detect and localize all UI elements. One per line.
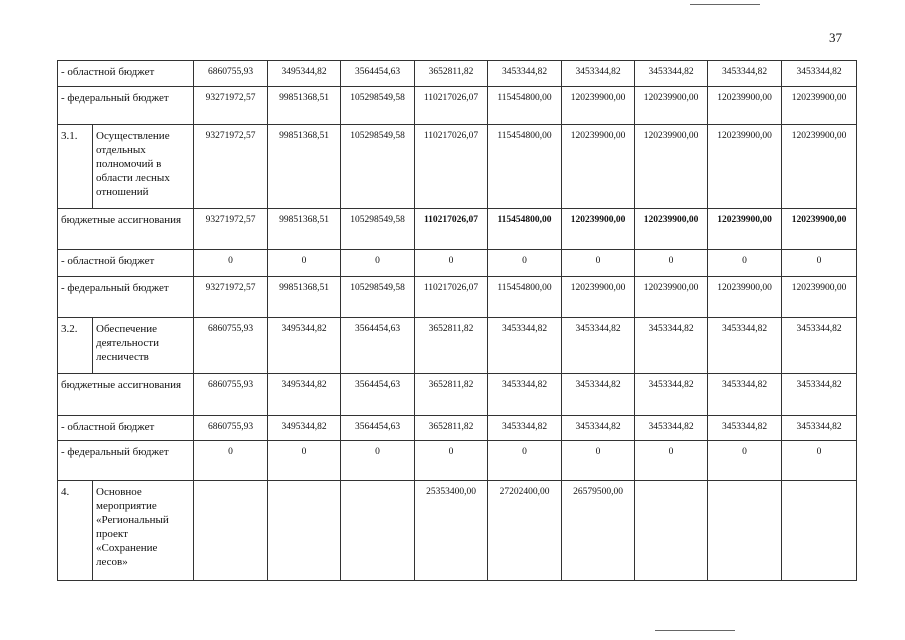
- value-cell: 120239900,00: [562, 277, 635, 318]
- value-cell: 0: [268, 441, 341, 481]
- value-cell: 120239900,00: [562, 87, 635, 125]
- value-cell: 0: [268, 250, 341, 277]
- row-number: 4.: [58, 481, 93, 581]
- value-cell: 3453344,82: [488, 416, 562, 441]
- row-label: - областной бюджет: [58, 61, 194, 87]
- value-cell: 6860755,93: [194, 61, 268, 87]
- value-cell: 26579500,00: [562, 481, 635, 581]
- row-label: Осуществление отдельных полномочий в области лесных отношений: [93, 125, 194, 209]
- value-cell: [341, 481, 415, 581]
- value-cell: 3453344,82: [488, 318, 562, 374]
- value-cell: 3652811,82: [415, 374, 488, 416]
- value-cell: 105298549,58: [341, 87, 415, 125]
- value-cell: 115454800,00: [488, 277, 562, 318]
- value-cell: 25353400,00: [415, 481, 488, 581]
- value-cell: 3453344,82: [488, 374, 562, 416]
- value-cell: 3564454,63: [341, 61, 415, 87]
- value-cell: 3453344,82: [635, 416, 708, 441]
- table-row: [58, 125, 857, 209]
- value-cell: 0: [341, 441, 415, 481]
- value-cell: 110217026,07: [415, 87, 488, 125]
- value-cell: 6860755,93: [194, 318, 268, 374]
- value-cell: 0: [488, 441, 562, 481]
- value-cell: 3564454,63: [341, 416, 415, 441]
- row-label: - областной бюджет: [58, 250, 194, 277]
- value-cell: 120239900,00: [782, 87, 857, 125]
- value-cell: 105298549,58: [341, 209, 415, 250]
- table-row: [58, 250, 857, 277]
- value-cell: 3495344,82: [268, 61, 341, 87]
- value-cell: 0: [194, 441, 268, 481]
- value-cell: [782, 481, 857, 581]
- value-cell: 0: [782, 441, 857, 481]
- value-cell: 3652811,82: [415, 416, 488, 441]
- value-cell: 3453344,82: [708, 318, 782, 374]
- row-label: - федеральный бюджет: [58, 87, 194, 125]
- value-cell: 3453344,82: [562, 374, 635, 416]
- value-cell: 115454800,00: [488, 87, 562, 125]
- value-cell: 120239900,00: [708, 277, 782, 318]
- table-row: [58, 277, 857, 318]
- value-cell: 0: [635, 441, 708, 481]
- table-row: [58, 87, 857, 125]
- value-cell: 120239900,00: [635, 125, 708, 209]
- row-label: бюджетные ассигнования: [58, 209, 194, 250]
- value-cell: 120239900,00: [635, 209, 708, 250]
- value-cell: 105298549,58: [341, 125, 415, 209]
- table-row: [58, 416, 857, 441]
- table-row: [58, 481, 857, 581]
- table-row: [58, 209, 857, 250]
- value-cell: 3495344,82: [268, 318, 341, 374]
- value-cell: 93271972,57: [194, 277, 268, 318]
- value-cell: 0: [415, 250, 488, 277]
- value-cell: 6860755,93: [194, 374, 268, 416]
- table-row: [58, 441, 857, 481]
- budget-table: [57, 60, 857, 581]
- value-cell: 115454800,00: [488, 209, 562, 250]
- row-label: бюджетные ассигнования: [58, 374, 194, 416]
- value-cell: 3564454,63: [341, 318, 415, 374]
- value-cell: [635, 481, 708, 581]
- value-cell: 99851368,51: [268, 125, 341, 209]
- value-cell: 3564454,63: [341, 374, 415, 416]
- value-cell: 120239900,00: [782, 125, 857, 209]
- table-row: [58, 374, 857, 416]
- row-number: 3.2.: [58, 318, 93, 374]
- value-cell: 3453344,82: [562, 416, 635, 441]
- value-cell: 110217026,07: [415, 209, 488, 250]
- value-cell: 93271972,57: [194, 87, 268, 125]
- value-cell: 0: [782, 250, 857, 277]
- value-cell: 3453344,82: [782, 416, 857, 441]
- row-label: - федеральный бюджет: [58, 277, 194, 318]
- value-cell: 0: [708, 441, 782, 481]
- value-cell: 0: [635, 250, 708, 277]
- row-label: Основное мероприятие «Региональный проект «Сохранение лесов»: [93, 481, 194, 581]
- value-cell: 3453344,82: [708, 416, 782, 441]
- value-cell: 0: [194, 250, 268, 277]
- row-label: - областной бюджет: [58, 416, 194, 441]
- value-cell: 115454800,00: [488, 125, 562, 209]
- value-cell: 93271972,57: [194, 125, 268, 209]
- value-cell: 3453344,82: [708, 61, 782, 87]
- value-cell: 110217026,07: [415, 125, 488, 209]
- value-cell: 3453344,82: [708, 374, 782, 416]
- row-label: - федеральный бюджет: [58, 441, 194, 481]
- value-cell: 120239900,00: [782, 277, 857, 318]
- value-cell: 0: [415, 441, 488, 481]
- value-cell: 3453344,82: [635, 318, 708, 374]
- value-cell: 0: [562, 441, 635, 481]
- value-cell: 99851368,51: [268, 87, 341, 125]
- footer-rule: [655, 630, 735, 631]
- row-label: Обеспечение деятельности лесничеств: [93, 318, 194, 374]
- value-cell: 105298549,58: [341, 277, 415, 318]
- value-cell: 3453344,82: [782, 318, 857, 374]
- value-cell: 99851368,51: [268, 209, 341, 250]
- value-cell: 120239900,00: [562, 209, 635, 250]
- value-cell: 120239900,00: [562, 125, 635, 209]
- value-cell: 27202400,00: [488, 481, 562, 581]
- value-cell: [194, 481, 268, 581]
- value-cell: 3453344,82: [562, 318, 635, 374]
- value-cell: [268, 481, 341, 581]
- value-cell: 120239900,00: [708, 125, 782, 209]
- value-cell: 93271972,57: [194, 209, 268, 250]
- header-rule: [690, 4, 760, 5]
- value-cell: 3652811,82: [415, 318, 488, 374]
- value-cell: 3453344,82: [488, 61, 562, 87]
- value-cell: 3453344,82: [562, 61, 635, 87]
- page-number: 37: [829, 30, 842, 45]
- value-cell: 0: [341, 250, 415, 277]
- value-cell: 120239900,00: [708, 87, 782, 125]
- value-cell: 3495344,82: [268, 374, 341, 416]
- value-cell: 3652811,82: [415, 61, 488, 87]
- value-cell: 3453344,82: [635, 374, 708, 416]
- row-number: 3.1.: [58, 125, 93, 209]
- value-cell: 99851368,51: [268, 277, 341, 318]
- value-cell: 120239900,00: [635, 87, 708, 125]
- table-row: [58, 61, 857, 87]
- value-cell: 120239900,00: [708, 209, 782, 250]
- value-cell: 0: [708, 250, 782, 277]
- value-cell: 6860755,93: [194, 416, 268, 441]
- value-cell: 3495344,82: [268, 416, 341, 441]
- value-cell: 0: [488, 250, 562, 277]
- value-cell: 110217026,07: [415, 277, 488, 318]
- value-cell: 0: [562, 250, 635, 277]
- value-cell: 3453344,82: [782, 374, 857, 416]
- table-row: [58, 318, 857, 374]
- value-cell: 3453344,82: [635, 61, 708, 87]
- value-cell: [708, 481, 782, 581]
- value-cell: 120239900,00: [635, 277, 708, 318]
- value-cell: 3453344,82: [782, 61, 857, 87]
- value-cell: 120239900,00: [782, 209, 857, 250]
